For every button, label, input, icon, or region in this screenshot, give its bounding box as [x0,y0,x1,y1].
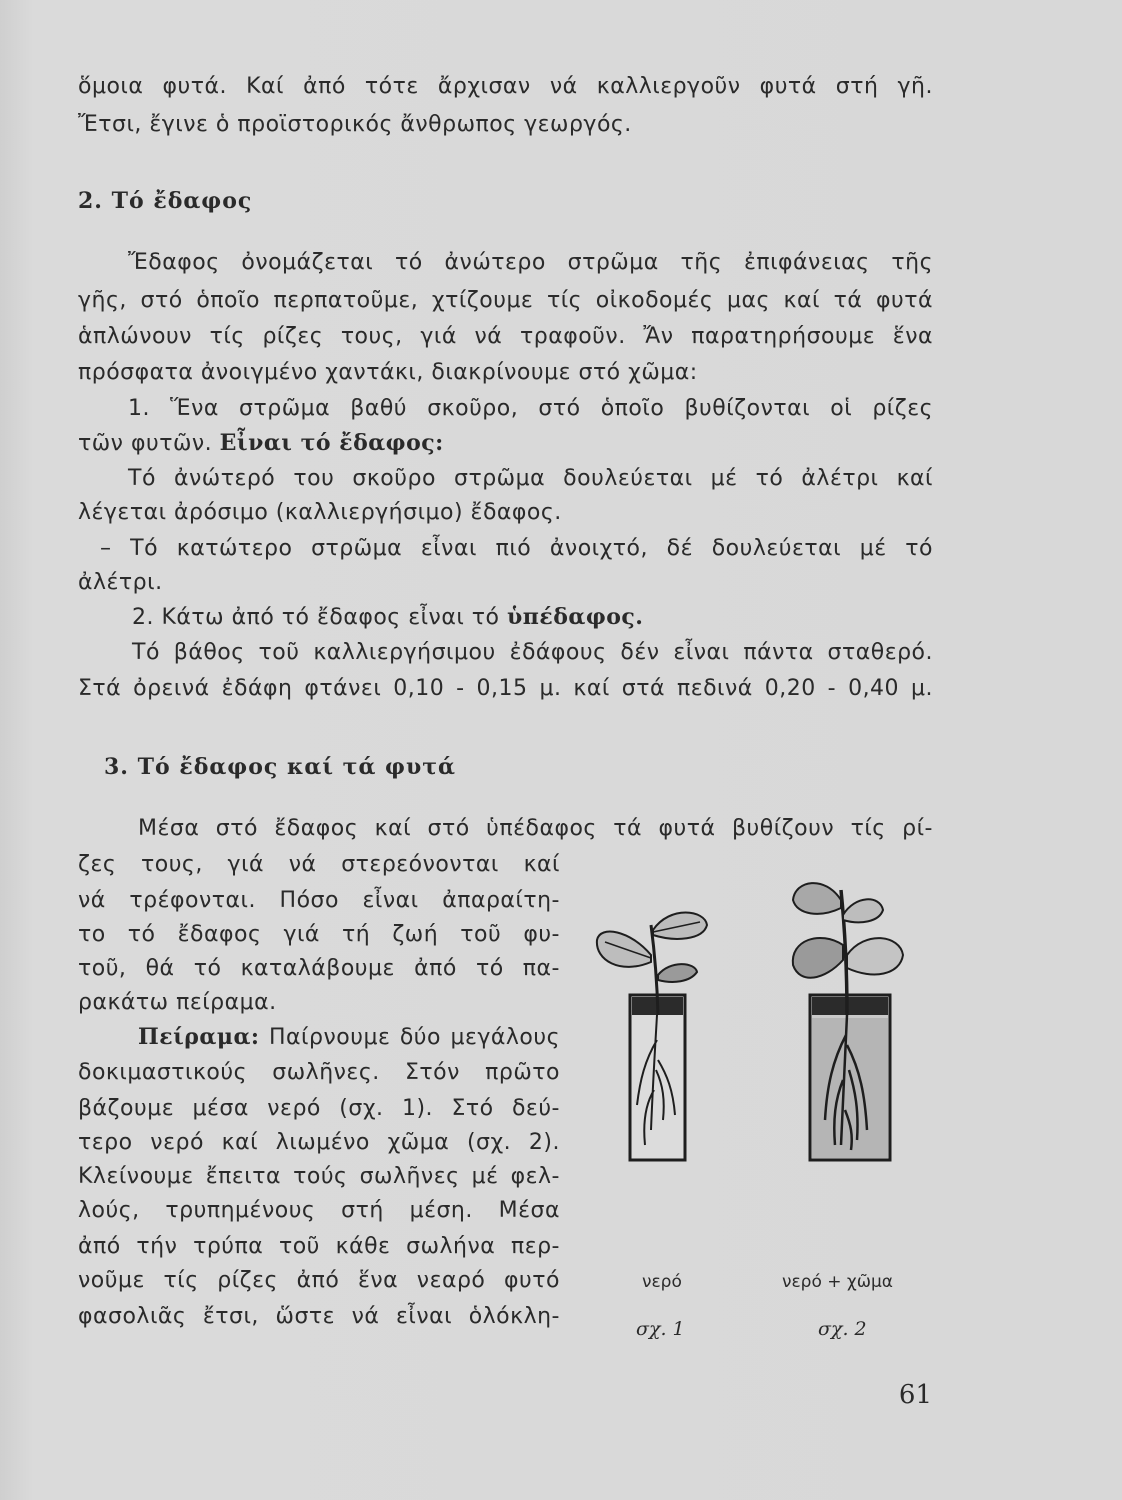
paragraph-line: ἀπό τήν τρύπα τοῦ κάθε σωλήνα περ- [78,1234,560,1259]
cork-2 [812,997,888,1015]
intro-line-1: ὅμοια φυτά. Καί ἀπό τότε ἄρχισαν νά καλλιεργοῦν φυτά στή γῆ. [78,74,933,99]
paragraph-line: Τό βάθος τοῦ καλλιεργήσιμου ἐδάφους δέν εἶναι πάντα σταθερό. [132,640,933,665]
paragraph-line: φασολιᾶς ἔτσι, ὥστε νά εἶναι ὁλόκλη- [78,1304,560,1329]
paragraph-line: γῆς, στό ὁποῖο περπατοῦμε, χτίζουμε τίς οἰκοδομές μας καί τά φυτά [78,288,933,313]
section-3-heading: 3. Τό ἔδαφος καί τά φυτά [104,754,456,780]
figure-1-caption: νερό [642,1272,682,1292]
paragraph-line: ἀλέτρι. [78,570,163,595]
bold-term: Εἶναι τό ἔδαφος: [219,430,444,456]
paragraph-line: πρόσφατα ἀνοιγμένο χαντάκι, διακρίνουμε στό χῶμα: [78,360,698,385]
paragraph-line: Τό ἀνώτερό του σκοῦρο στρῶμα δουλεύεται μέ τό ἀλέτρι καί [128,466,933,491]
paragraph-line: ἁπλώνουν τίς ρίζες τους, γιά νά τραφοῦν. Ἄν παρατηρήσουμε ἕνα [78,324,933,349]
paragraph-line: το τό ἔδαφος γιά τή ζωή τοῦ φυ- [78,922,560,947]
paragraph-line: – Τό κατώτερο στρῶμα εἶναι πιό ἀνοιχτό, δέ δουλεύεται μέ τό [100,536,933,561]
page-number: 61 [898,1380,932,1410]
paragraph-line: 1. Ἕνα στρῶμα βαθύ σκοῦρο, στό ὁποῖο βυθίζονται οἱ ρίζες [128,396,933,421]
figure-2-caption: νερό + χῶμα [782,1272,894,1292]
bold-term: Πείραμα: [138,1024,260,1050]
paragraph-line: νά τρέφονται. Πόσο εἶναι ἀπαραίτη- [78,888,560,913]
section-2-heading: 2. Τό ἔδαφος [78,188,253,214]
paragraph-line: ζες τους, γιά νά στερεόνονται καί [78,852,560,877]
paragraph-line: τοῦ, θά τό καταλάβουμε ἀπό τό πα- [78,956,560,981]
figure-1-illustration [585,900,735,1270]
figure-1-label: σχ. 1 [636,1318,685,1340]
paragraph-line: Μέσα στό ἔδαφος καί στό ὑπέδαφος τά φυτά βυθίζουν τίς ρί- [138,816,933,841]
leaf-1c [658,964,697,982]
leaf-2d [847,938,903,974]
intro-line-2: Ἔτσι, ἔγινε ὁ προϊστορικός ἄνθρωπος γεωργός. [78,112,632,137]
paragraph-line: δοκιμαστικούς σωλῆνες. Στόν πρῶτο [78,1060,560,1085]
paragraph-line: λούς, τρυπημένους στή μέση. Μέσα [78,1198,560,1223]
figure-2-label: σχ. 2 [818,1318,867,1340]
paragraph-line [138,1024,560,1050]
paragraph-line: Κλείνουμε ἔπειτα τούς σωλῆνες μέ φελ- [78,1164,560,1189]
paragraph-line: ρακάτω πείραμα. [78,990,277,1015]
paragraph-line: Ἔδαφος ὀνομάζεται τό ἀνώτερο στρῶμα τῆς ἐπιφάνειας τῆς [128,250,933,275]
soil-fill-2 [812,1018,888,1158]
figure-2-illustration [755,870,935,1270]
leaf-2a [793,883,841,914]
paragraph-line: Στά ὀρεινά ἐδάφη φτάνει 0,10 - 0,15 μ. καί στά πεδινά 0,20 - 0,40 μ. [78,676,933,701]
leaf-2c [793,938,843,978]
leaf-2b [843,899,883,922]
paragraph-line: τερο νερό καί λιωμένο χῶμα (σχ. 2). [78,1130,560,1155]
bold-term: ὑπέδαφος. [506,604,644,630]
plain-text: τῶν φυτῶν. [78,431,213,456]
paragraph-line: νοῦμε τίς ρίζες ἀπό ἕνα νεαρό φυτό [78,1268,560,1293]
plain-text: Παίρνουμε δύο μεγάλους [269,1025,560,1050]
paragraph-line [132,604,987,630]
plain-text: 2. Κάτω ἀπό τό ἔδαφος εἶναι τό [132,605,500,630]
paragraph-line: βάζουμε μέσα νερό (σχ. 1). Στό δεύ- [78,1096,560,1121]
paragraph-line [78,430,933,456]
paragraph-line: λέγεται ἀρόσιμο (καλλιεργήσιμο) ἔδαφος. [78,500,562,525]
